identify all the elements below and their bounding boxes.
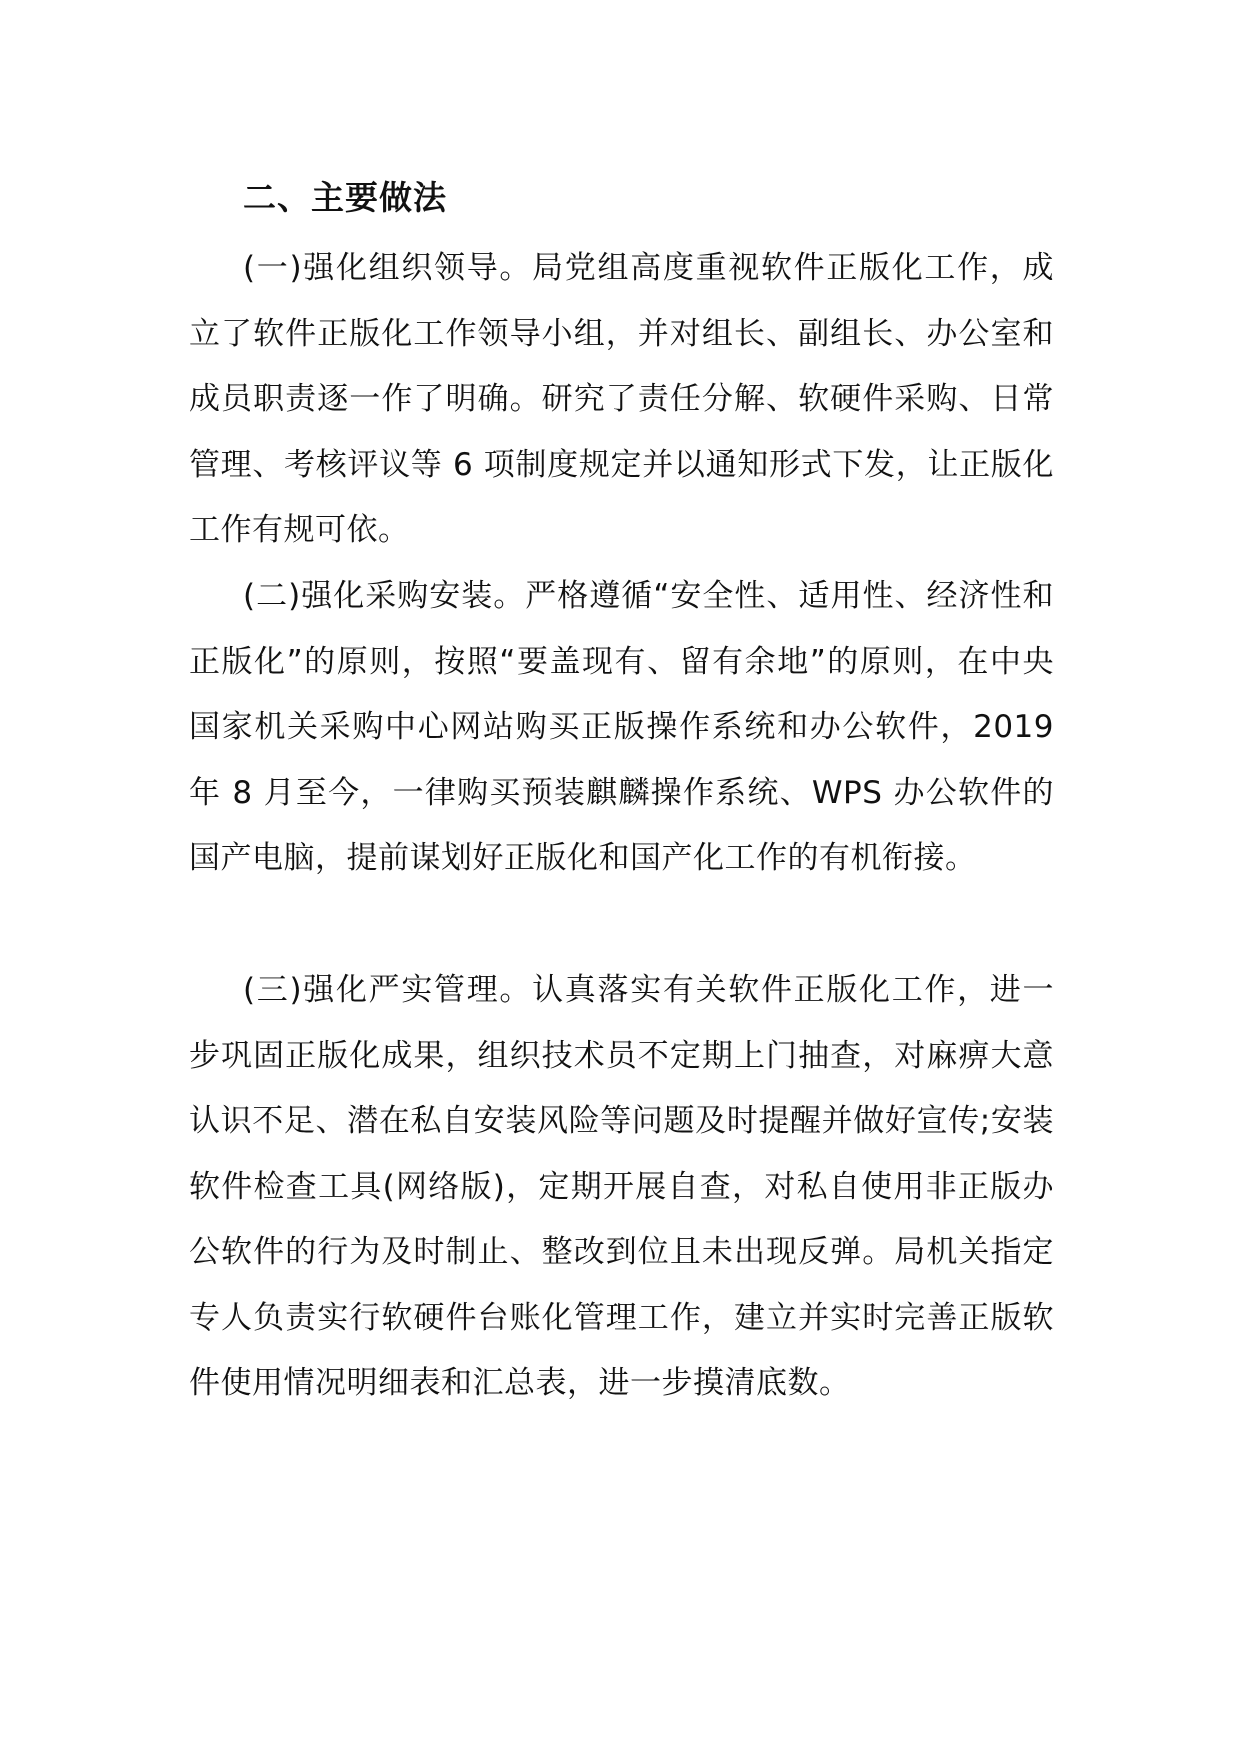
section-heading: 二、主要做法 — [243, 178, 447, 217]
paragraph-strict-management: (三)强化严实管理。认真落实有关软件正版化工作，进一步巩固正版化成果，组织技术员不定期上门抽查，对麻痹大意认识不足、潜在私自安装风险等问题及时提醒并做好宣传;安装软件检查工具(网络版)，定期开展自查，对私自使用非正版办公软件的行为及时制止、整改到位且未出现反弹。局机关指定专人负责实行软硬件台账化管理工作，建立并实时完善正版软件使用情况明细表和汇总表，进一步摸清底数。 — [189, 972, 1054, 1401]
paragraph-procurement-installation: (二)强化采购安装。严格遵循“安全性、适用性、经济性和正版化”的原则，按照“要盖现有、留有余地”的原则，在中央国家机关采购中心网站购买正版操作系统和办公软件，2019 年 8 月至今，一律购买预装麒麟操作系统、WPS 办公软件的国产电脑，提前谋划好正版化和国产化工作的有机衔接。 — [189, 578, 1054, 876]
paragraph-organization-leadership: (一)强化组织领导。局党组高度重视软件正版化工作，成立了软件正版化工作领导小组，并对组长、副组长、办公室和成员职责逐一作了明确。研究了责任分解、软硬件采购、日常管理、考核评议等 6 项制度规定并以通知形式下发，让正版化工作有规可依。 — [189, 250, 1054, 548]
